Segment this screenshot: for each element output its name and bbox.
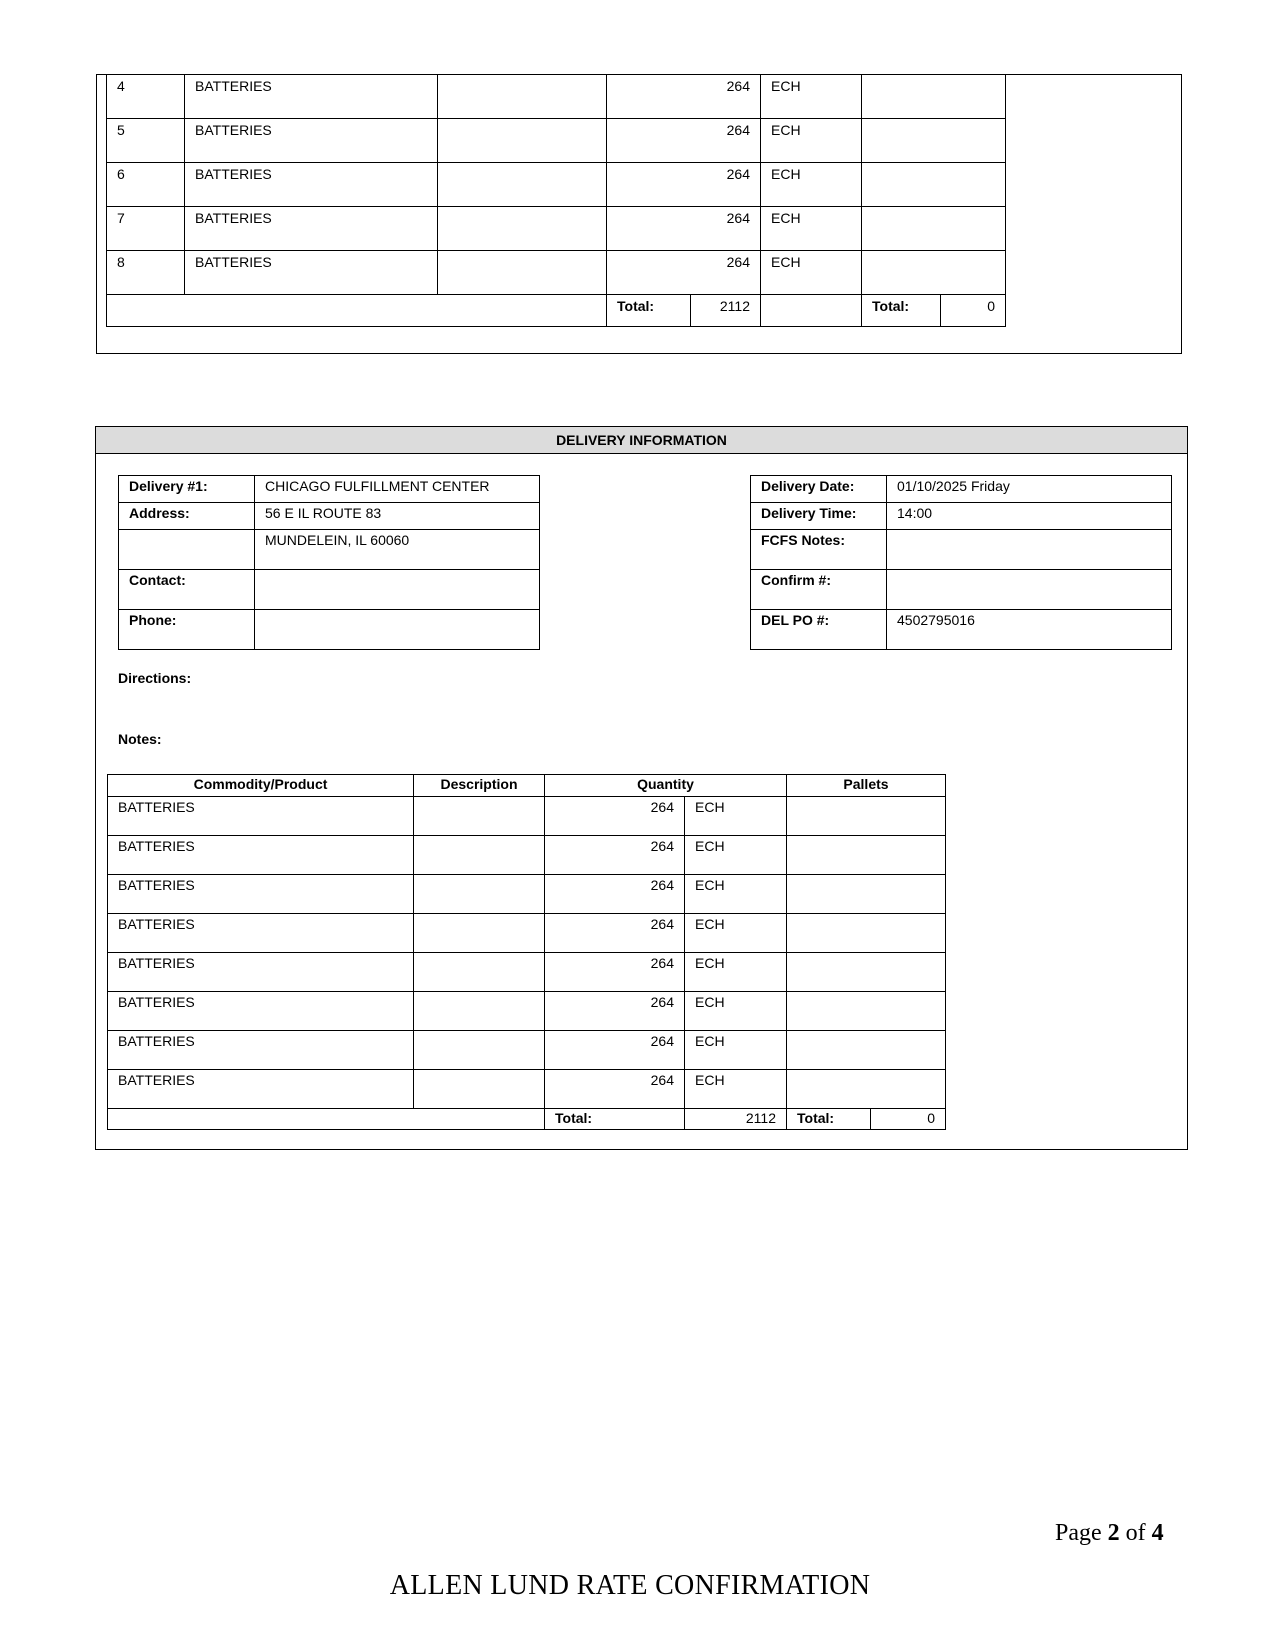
unit-cell: ECH bbox=[761, 163, 862, 207]
product-cell: BATTERIES bbox=[108, 1031, 414, 1070]
unit-cell: ECH bbox=[761, 119, 862, 163]
unit-cell: ECH bbox=[761, 207, 862, 251]
pallets-cell bbox=[787, 953, 946, 992]
description-cell bbox=[438, 163, 607, 207]
table-row bbox=[108, 914, 946, 953]
product-cell: BATTERIES bbox=[108, 914, 414, 953]
quantity-cell: 264 bbox=[545, 875, 685, 914]
table-row bbox=[108, 953, 946, 992]
qty-total-label: Total: bbox=[607, 295, 691, 327]
quantity-cell: 264 bbox=[607, 251, 761, 295]
page-current: 2 bbox=[1107, 1520, 1120, 1546]
del-po-label: DEL PO #: bbox=[751, 610, 887, 650]
table-row bbox=[108, 992, 946, 1031]
confirm-number-value bbox=[887, 570, 1172, 610]
contact-label: Contact: bbox=[119, 570, 255, 610]
delivery-time-value: 14:00 bbox=[887, 503, 1172, 530]
pallets-total-label: Total: bbox=[862, 295, 941, 327]
commodity-total-row bbox=[108, 1109, 946, 1130]
pallets-cell bbox=[787, 797, 946, 836]
delivery-date-value: 01/10/2025 Friday bbox=[887, 476, 1172, 503]
table-row bbox=[108, 1031, 946, 1070]
delivery-number-label: Delivery #1: bbox=[119, 476, 255, 503]
table-row bbox=[107, 251, 1006, 295]
page-of: of bbox=[1125, 1520, 1146, 1546]
description-cell bbox=[438, 251, 607, 295]
table-row bbox=[108, 875, 946, 914]
delivery-name-value: CHICAGO FULFILLMENT CENTER bbox=[255, 476, 540, 503]
delivery-qty-total-value: 2112 bbox=[685, 1109, 787, 1130]
description-cell bbox=[414, 875, 545, 914]
description-cell bbox=[438, 207, 607, 251]
pallets-cell bbox=[787, 1070, 946, 1109]
product-cell: BATTERIES bbox=[108, 836, 414, 875]
delivery-qty-total-label: Total: bbox=[545, 1109, 685, 1130]
product-cell: BATTERIES bbox=[185, 251, 438, 295]
table-row bbox=[107, 163, 1006, 207]
commodity-header-row bbox=[108, 775, 946, 797]
product-cell: BATTERIES bbox=[185, 163, 438, 207]
delivery-date-label: Delivery Date: bbox=[751, 476, 887, 503]
page-prefix: Page bbox=[1055, 1520, 1102, 1546]
quantity-cell: 264 bbox=[545, 914, 685, 953]
table-row bbox=[108, 836, 946, 875]
fcfs-notes-value bbox=[887, 530, 1172, 570]
unit-cell: ECH bbox=[685, 953, 787, 992]
address-line2: MUNDELEIN, IL 60060 bbox=[255, 530, 540, 570]
description-cell bbox=[438, 75, 607, 119]
confirm-number-label: Confirm #: bbox=[751, 570, 887, 610]
items-continuation-table bbox=[106, 74, 1006, 327]
pallets-cell bbox=[787, 1031, 946, 1070]
description-cell bbox=[414, 953, 545, 992]
delivery-commodity-table bbox=[107, 774, 946, 1130]
delivery-location-table bbox=[118, 475, 540, 650]
description-cell bbox=[414, 1031, 545, 1070]
page-number bbox=[1055, 1520, 1164, 1547]
unit-cell: ECH bbox=[685, 992, 787, 1031]
quantity-cell: 264 bbox=[545, 953, 685, 992]
line-number: 6 bbox=[107, 163, 185, 207]
del-po-value: 4502795016 bbox=[887, 610, 1172, 650]
table-row bbox=[108, 797, 946, 836]
description-cell bbox=[414, 836, 545, 875]
address-label: Address: bbox=[119, 503, 255, 530]
delivery-section-title: DELIVERY INFORMATION bbox=[96, 427, 1187, 454]
col-header-pallets: Pallets bbox=[787, 775, 946, 797]
product-cell: BATTERIES bbox=[108, 992, 414, 1031]
unit-cell: ECH bbox=[685, 1070, 787, 1109]
qty-total-value: 2112 bbox=[691, 295, 761, 327]
product-cell: BATTERIES bbox=[108, 797, 414, 836]
quantity-cell: 264 bbox=[607, 119, 761, 163]
table-row bbox=[107, 119, 1006, 163]
quantity-cell: 264 bbox=[545, 992, 685, 1031]
contact-value bbox=[255, 570, 540, 610]
address-line1: 56 E IL ROUTE 83 bbox=[255, 503, 540, 530]
pallets-cell bbox=[787, 836, 946, 875]
pallets-cell bbox=[787, 992, 946, 1031]
unit-cell: ECH bbox=[685, 797, 787, 836]
pallets-total-value: 0 bbox=[941, 295, 1006, 327]
directions-label: Directions: bbox=[118, 670, 192, 686]
pallets-cell bbox=[787, 875, 946, 914]
product-cell: BATTERIES bbox=[108, 953, 414, 992]
col-header-description: Description bbox=[414, 775, 545, 797]
document-title: ALLEN LUND RATE CONFIRMATION bbox=[389, 1570, 871, 1601]
fcfs-notes-label: FCFS Notes: bbox=[751, 530, 887, 570]
pallets-cell bbox=[862, 207, 1006, 251]
delivery-pallets-total-value: 0 bbox=[871, 1109, 946, 1130]
page-total: 4 bbox=[1151, 1520, 1164, 1546]
table-row bbox=[107, 207, 1006, 251]
line-number: 8 bbox=[107, 251, 185, 295]
pallets-cell bbox=[862, 251, 1006, 295]
description-cell bbox=[438, 119, 607, 163]
table-row bbox=[107, 75, 1006, 119]
quantity-cell: 264 bbox=[607, 75, 761, 119]
quantity-cell: 264 bbox=[545, 1031, 685, 1070]
description-cell bbox=[414, 914, 545, 953]
phone-label: Phone: bbox=[119, 610, 255, 650]
description-cell bbox=[414, 1070, 545, 1109]
phone-value bbox=[255, 610, 540, 650]
line-number: 7 bbox=[107, 207, 185, 251]
quantity-cell: 264 bbox=[607, 207, 761, 251]
pallets-cell bbox=[787, 914, 946, 953]
table-row bbox=[108, 1070, 946, 1109]
unit-cell: ECH bbox=[761, 75, 862, 119]
unit-cell: ECH bbox=[685, 836, 787, 875]
delivery-schedule-table bbox=[750, 475, 1172, 650]
unit-cell: ECH bbox=[761, 251, 862, 295]
quantity-cell: 264 bbox=[607, 163, 761, 207]
pallets-cell bbox=[862, 119, 1006, 163]
product-cell: BATTERIES bbox=[108, 1070, 414, 1109]
unit-cell: ECH bbox=[685, 875, 787, 914]
quantity-cell: 264 bbox=[545, 797, 685, 836]
delivery-time-label: Delivery Time: bbox=[751, 503, 887, 530]
product-cell: BATTERIES bbox=[108, 875, 414, 914]
description-cell bbox=[414, 797, 545, 836]
line-number: 4 bbox=[107, 75, 185, 119]
unit-cell: ECH bbox=[685, 914, 787, 953]
product-cell: BATTERIES bbox=[185, 207, 438, 251]
description-cell bbox=[414, 992, 545, 1031]
items-total-row bbox=[107, 295, 1006, 327]
quantity-cell: 264 bbox=[545, 1070, 685, 1109]
unit-cell: ECH bbox=[685, 1031, 787, 1070]
notes-label: Notes: bbox=[118, 731, 162, 747]
delivery-pallets-total-label: Total: bbox=[787, 1109, 871, 1130]
pallets-cell bbox=[862, 163, 1006, 207]
pallets-cell bbox=[862, 75, 1006, 119]
product-cell: BATTERIES bbox=[185, 75, 438, 119]
quantity-cell: 264 bbox=[545, 836, 685, 875]
product-cell: BATTERIES bbox=[185, 119, 438, 163]
col-header-product: Commodity/Product bbox=[108, 775, 414, 797]
line-number: 5 bbox=[107, 119, 185, 163]
col-header-quantity: Quantity bbox=[545, 775, 787, 797]
